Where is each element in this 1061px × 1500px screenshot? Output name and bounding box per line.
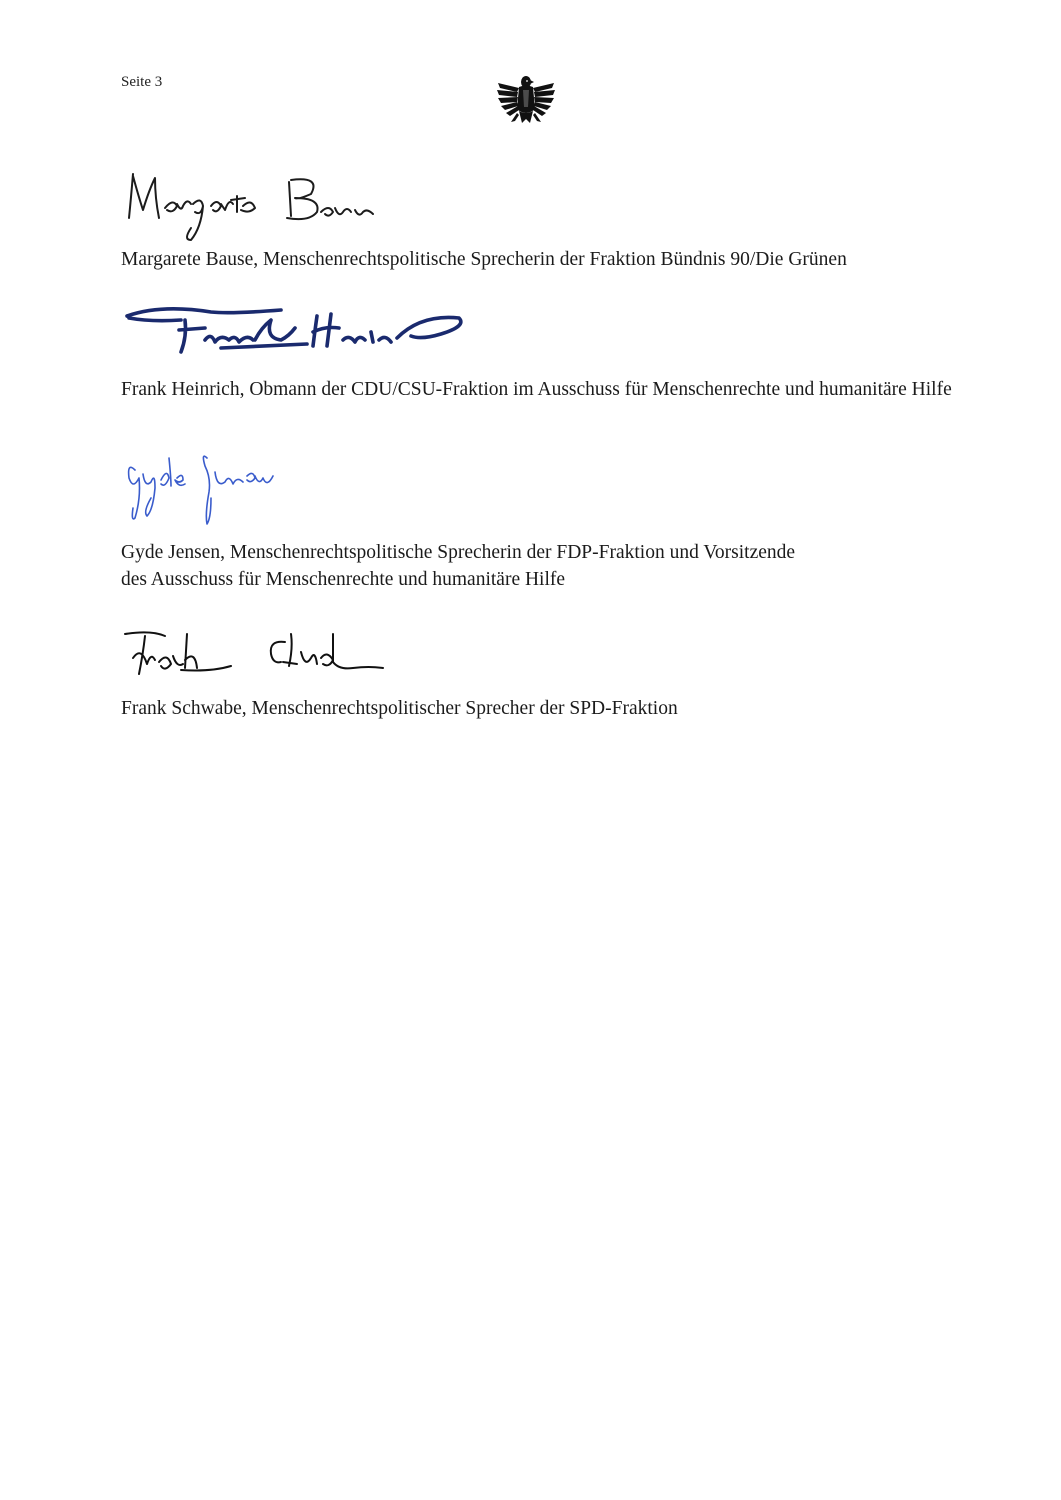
signature-margarete-bause <box>121 168 391 246</box>
signatory-caption-heinrich: Frank Heinrich, Obmann der CDU/CSU-Fraktion im Ausschuss für Menschenrechte und humanitäre Hilfe <box>121 379 952 400</box>
signature-gyde-jensen <box>121 448 291 528</box>
signature-frank-heinrich <box>121 300 471 360</box>
caption-line: Gyde Jensen, Menschenrechtspolitische Sprecherin der FDP-Fraktion und Vorsitzende <box>121 542 796 563</box>
signature-frank-schwabe <box>121 624 391 686</box>
caption-line: des Ausschuss für Menschenrechte und humanitäre Hilfe <box>121 569 566 590</box>
signatory-caption-bause: Margarete Bause, Menschenrechtspolitische Sprecherin der Fraktion Bündnis 90/Die Grünen <box>121 249 847 270</box>
signatory-caption-jensen <box>121 539 981 593</box>
bundestag-eagle-icon <box>495 73 557 129</box>
page-number: Seite 3 <box>121 74 163 90</box>
signatory-caption-schwabe: Frank Schwabe, Menschenrechtspolitischer Sprecher der SPD-Fraktion <box>121 698 678 719</box>
